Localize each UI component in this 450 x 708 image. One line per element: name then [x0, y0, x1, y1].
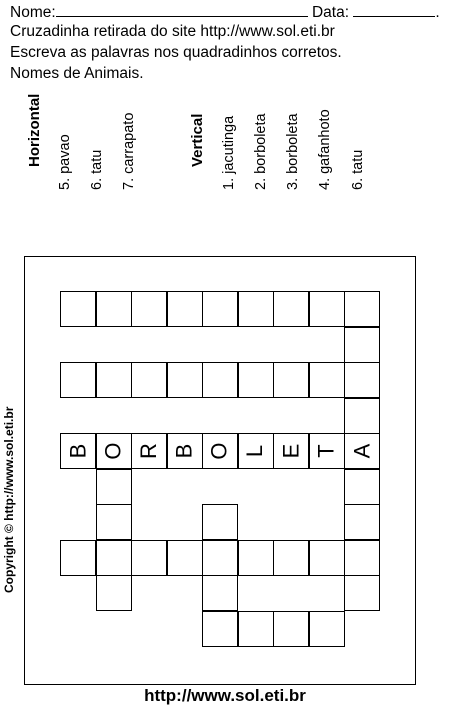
name-field[interactable]: [56, 2, 308, 17]
crossword-cell[interactable]: [344, 362, 380, 398]
copyright-text: Copyright © http://www.sol.eti.br: [2, 406, 16, 593]
crossword-cell[interactable]: [60, 362, 96, 398]
date-label: Data:: [311, 4, 350, 21]
horizontal-title: Horizontal: [26, 93, 43, 167]
crossword-cell[interactable]: [60, 291, 96, 327]
crossword-cell[interactable]: [344, 504, 380, 540]
cell-letter: [167, 433, 203, 469]
footer-url: http://www.sol.eti.br: [144, 686, 306, 705]
cell-letter-text: L: [242, 444, 268, 458]
crossword-cell[interactable]: [131, 362, 167, 398]
crossword-cell[interactable]: [273, 611, 309, 647]
crossword-cell[interactable]: [309, 362, 345, 398]
crossword-cell[interactable]: [344, 575, 380, 611]
crossword-cell[interactable]: [167, 362, 203, 398]
vertical-title: Vertical: [189, 113, 206, 167]
crossword-cell[interactable]: [202, 611, 238, 647]
source-line: Cruzadinha retirada do site http://www.sol.eti.br: [10, 23, 335, 40]
crossword-cell[interactable]: [309, 291, 345, 327]
crossword-cell[interactable]: [202, 504, 238, 540]
cell-letter-text: B: [65, 443, 90, 459]
crossword-cell[interactable]: [273, 540, 309, 576]
cell-letter: [344, 433, 380, 469]
cell-letter: [202, 433, 238, 469]
horizontal-clue: 7. carrapato: [121, 112, 137, 190]
crossword-cell[interactable]: [344, 540, 380, 576]
vertical-clue: 1. jacutinga: [221, 115, 237, 190]
crossword-cell[interactable]: [344, 327, 380, 363]
crossword-cell[interactable]: [96, 540, 132, 576]
crossword-cell[interactable]: [344, 398, 380, 434]
cell-letter: [273, 433, 309, 469]
crossword-cell[interactable]: [96, 362, 132, 398]
crossword-cell[interactable]: [202, 540, 238, 576]
cell-letter-text: A: [349, 443, 374, 459]
crossword-cell[interactable]: [344, 469, 380, 505]
crossword-cell[interactable]: [96, 291, 132, 327]
date-end: .: [435, 4, 440, 21]
crossword-cell[interactable]: [273, 291, 309, 327]
cell-letter: [309, 433, 345, 469]
cell-letter-text: O: [100, 442, 126, 460]
crossword-cell[interactable]: [202, 575, 238, 611]
cell-letter-text: E: [278, 443, 303, 459]
crossword-cell[interactable]: [131, 291, 167, 327]
horizontal-clue: 6. tatu: [89, 149, 105, 190]
crossword-cell[interactable]: [96, 469, 132, 505]
cell-letter: [238, 433, 274, 469]
vertical-clue: 3. borboleta: [285, 113, 301, 190]
crossword-cell[interactable]: [238, 611, 274, 647]
cell-letter-text: R: [135, 443, 161, 459]
crossword-cell[interactable]: [202, 291, 238, 327]
cell-letter-text: O: [207, 442, 232, 460]
date-field[interactable]: [353, 2, 435, 17]
theme-line: Nomes de Animais.: [10, 65, 144, 82]
vertical-clue: 6. tatu: [350, 149, 366, 190]
cell-letter-text: T: [313, 444, 339, 458]
crossword-cell[interactable]: [167, 291, 203, 327]
crossword-cell[interactable]: [167, 540, 203, 576]
cell-letter: [60, 433, 96, 469]
crossword-cell[interactable]: [96, 575, 132, 611]
crossword-cell[interactable]: [309, 611, 345, 647]
cell-letter: [96, 433, 132, 469]
crossword-cell[interactable]: [96, 504, 132, 540]
crossword-cell[interactable]: [309, 540, 345, 576]
cell-letter: [131, 433, 167, 469]
crossword-cell[interactable]: [238, 291, 274, 327]
name-date-line: [10, 2, 440, 22]
crossword-cell[interactable]: [131, 540, 167, 576]
crossword-cell[interactable]: [238, 362, 274, 398]
instruction-line: Escreva as palavras nos quadradinhos corretos.: [10, 44, 342, 61]
crossword-cell[interactable]: [273, 362, 309, 398]
crossword-cell[interactable]: [344, 291, 380, 327]
crossword-cell[interactable]: [60, 540, 96, 576]
crossword-cell[interactable]: [238, 540, 274, 576]
horizontal-clue: 5. pavao: [57, 134, 73, 190]
name-label: Nome:: [10, 4, 56, 21]
vertical-clue: 2. borboleta: [253, 113, 269, 190]
vertical-clue: 4. gafanhoto: [317, 109, 333, 190]
crossword-cell[interactable]: [202, 362, 238, 398]
cell-letter-text: B: [171, 443, 197, 459]
